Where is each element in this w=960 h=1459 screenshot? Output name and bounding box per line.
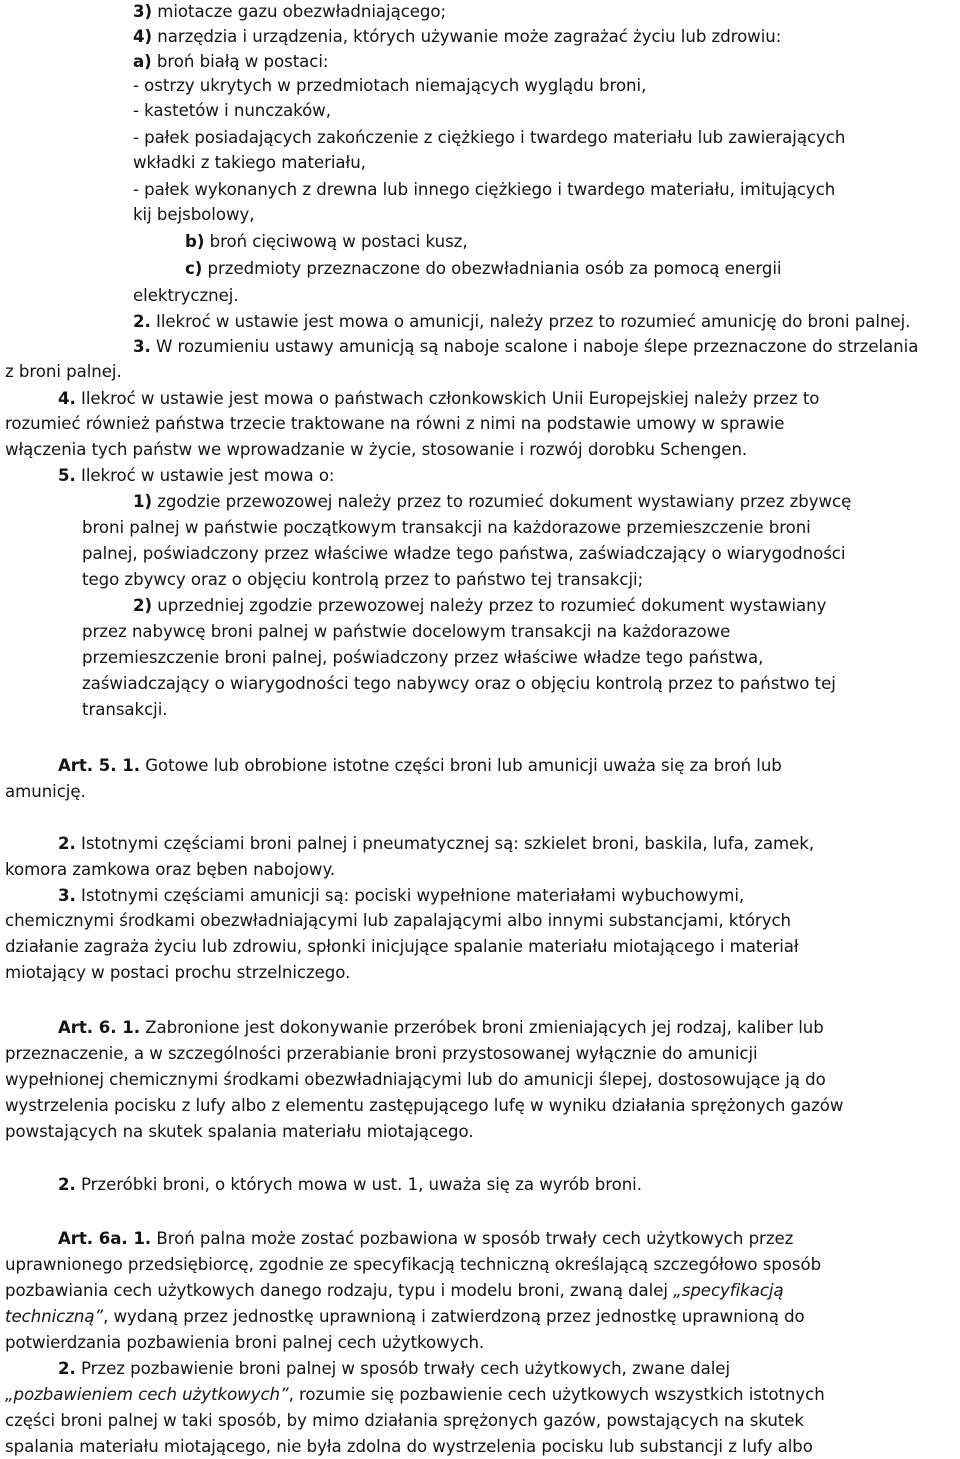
bold-label: a) — [133, 52, 152, 71]
text-line — [5, 1333, 484, 1353]
bold-label: 2. — [58, 1359, 76, 1378]
text-line — [58, 1175, 642, 1195]
bold-label: Art. 6a. 1. — [58, 1229, 152, 1248]
bold-label: 2. — [133, 312, 151, 331]
text-line — [133, 312, 910, 332]
bold-label: 5. — [58, 466, 76, 485]
text-line — [82, 518, 811, 538]
text-segment: powstających na skutek spalania materiału miotającego. — [5, 1122, 474, 1141]
text-line — [5, 911, 791, 931]
text-segment: uprawnionego przedsiębiorcę, zgodnie ze specyfikacją techniczną określającą szczegółowo sposób — [5, 1255, 822, 1274]
text-segment: wystrzelenia pocisku z lufy albo z elementu zastępującego lufę w wyniku działania sprężonych gazów — [5, 1096, 844, 1115]
text-segment: włączenia tych państw we wprowadzanie w życie, stosowanie i rozwój dorobku Schengen. — [5, 440, 748, 459]
text-line — [185, 259, 781, 279]
text-line — [5, 1044, 758, 1064]
bold-label: 3. — [133, 337, 151, 356]
text-segment: działanie zagraża życiu lub zdrowiu, spłonki inicjujące spalanie materiału miotającego i materiał — [5, 937, 799, 956]
text-segment: tego zbywcy oraz o objęciu kontrolą przez to państwo tej transakcji; — [82, 570, 644, 589]
text-segment: pozbawiania cech użytkowych danego rodzaju, typu i modelu broni, zwaną dalej — [5, 1281, 674, 1300]
text-segment: broń białą w postaci: — [151, 52, 329, 71]
text-line — [5, 782, 86, 802]
text-line — [82, 674, 836, 694]
text-segment: potwierdzania pozbawienia broni palnej cech użytkowych. — [5, 1333, 485, 1352]
text-line — [82, 700, 168, 720]
text-line — [5, 414, 784, 434]
italic-term: „specyfikacją — [673, 1281, 784, 1300]
text-line — [133, 492, 851, 512]
text-line — [5, 1070, 826, 1090]
text-line — [133, 180, 835, 200]
text-segment: broni palnej w państwie początkowym transakcji na każdorazowe przemieszczenie broni — [82, 518, 811, 537]
text-segment: części broni palnej w taki sposób, by mimo działania sprężonych gazów, powstających na skutek — [5, 1411, 804, 1430]
bold-label: 3. — [58, 886, 76, 905]
text-segment: przeznaczenie, a w szczególności przerabianie broni przystosowanej wyłącznie do amunicji — [5, 1044, 758, 1063]
text-line — [82, 570, 643, 590]
text-line — [5, 937, 799, 957]
text-segment: Istotnymi częściami broni palnej i pneumatycznej są: szkielet broni, baskila, lufa, zamek, — [75, 834, 815, 853]
text-line — [133, 2, 446, 22]
text-line — [58, 1359, 730, 1379]
text-line — [5, 1385, 825, 1405]
text-line — [5, 963, 350, 983]
text-segment: Istotnymi częściami amunicji są: pociski wypełnione materiałami wybuchowymi, — [75, 886, 745, 905]
text-line — [133, 27, 781, 47]
text-line — [82, 544, 845, 564]
italic-term: „pozbawieniem cech użytkowych” — [5, 1385, 289, 1404]
text-segment: przedmioty przeznaczone do obezwładniania osób za pomocą energii — [202, 259, 782, 278]
text-segment: - pałek posiadających zakończenie z ciężkiego i twardego materiału lub zawierających — [133, 128, 846, 147]
text-line — [5, 1307, 805, 1327]
bold-label: 1) — [133, 492, 153, 511]
text-line — [133, 286, 239, 306]
text-segment: elektrycznej. — [133, 286, 239, 305]
text-line — [133, 153, 366, 173]
bold-label: Art. 5. 1. — [58, 756, 141, 775]
text-segment: palnej, poświadczony przez właściwe władze tego państwa, zaświadczający o wiarygodności — [82, 544, 846, 563]
text-segment: Broń palna może zostać pozbawiona w sposób trwały cech użytkowych przez — [151, 1229, 794, 1248]
text-segment: kij bejsbolowy, — [133, 205, 255, 224]
text-segment: Ilekroć w ustawie jest mowa o amunicji, należy przez to rozumieć amunicję do broni palnej. — [150, 312, 911, 331]
bold-label: 4. — [58, 389, 76, 408]
text-line — [58, 1229, 793, 1249]
text-line — [5, 860, 335, 880]
text-line — [58, 886, 744, 906]
italic-term: techniczną” — [5, 1307, 104, 1326]
text-line — [5, 362, 122, 382]
text-segment: zgodzie przewozowej należy przez to rozumieć dokument wystawiany przez zbywcę — [152, 492, 852, 511]
text-segment: - ostrzy ukrytych w przedmiotach niemających wyglądu broni, — [133, 76, 647, 95]
text-segment: transakcji. — [82, 700, 168, 719]
text-line — [58, 389, 819, 409]
text-line — [5, 440, 747, 460]
text-segment: Ilekroć w ustawie jest mowa o: — [75, 466, 335, 485]
text-segment: - kastetów i nunczaków, — [133, 101, 331, 120]
text-segment: rozumieć również państwa trzecie traktowane na równi z nimi na podstawie umowy w sprawie — [5, 414, 785, 433]
text-line — [5, 1096, 843, 1116]
bold-label: Art. 6. 1. — [58, 1018, 141, 1037]
text-segment: miotacze gazu obezwładniającego; — [152, 2, 447, 21]
text-line — [5, 1255, 821, 1275]
bold-label: 2. — [58, 834, 76, 853]
text-segment: - pałek wykonanych z drewna lub innego ciężkiego i twardego materiału, imitujących — [133, 180, 836, 199]
text-segment: zaświadczający o wiarygodności tego nabywcy oraz o objęciu kontrolą przez to państwo tej — [82, 674, 836, 693]
text-line — [133, 76, 646, 96]
text-segment: przemieszczenie broni palnej, poświadczony przez właściwe władze tego państwa, — [82, 648, 764, 667]
text-segment: przez nabywcę broni palnej w państwie docelowym transakcji na każdorazowe — [82, 622, 731, 641]
text-line — [5, 1122, 474, 1142]
text-line — [58, 1018, 824, 1038]
text-segment: Ilekroć w ustawie jest mowa o państwach członkowskich Unii Europejskiej należy przez to — [75, 389, 820, 408]
text-line — [133, 205, 254, 225]
text-segment: amunicję. — [5, 782, 86, 801]
text-line — [58, 756, 782, 776]
text-segment: spalania materiału miotającego, nie była zdolna do wystrzelenia pocisku lub substancji z lufy albo — [5, 1437, 813, 1456]
text-line — [5, 1281, 784, 1301]
text-line — [5, 1411, 804, 1431]
bold-label: 2) — [133, 596, 153, 615]
text-line — [133, 101, 331, 121]
text-line — [133, 52, 328, 72]
bold-label: 2. — [58, 1175, 76, 1194]
text-segment: uprzedniej zgodzie przewozowej należy przez to rozumieć dokument wystawiany — [152, 596, 827, 615]
text-segment: Gotowe lub obrobione istotne części broni lub amunicji uważa się za broń lub — [140, 756, 782, 775]
bold-label: b) — [185, 232, 205, 251]
text-segment: , wydaną przez jednostkę uprawnioną i zatwierdzoną przez jednostkę uprawnioną do — [103, 1307, 805, 1326]
text-segment: Zabronione jest dokonywanie przeróbek broni zmieniających jej rodzaj, kaliber lub — [140, 1018, 824, 1037]
text-segment: wkładki z takiego materiału, — [133, 153, 366, 172]
text-segment: broń cięciwową w postaci kusz, — [204, 232, 468, 251]
text-line — [185, 232, 468, 252]
text-line — [133, 128, 845, 148]
text-segment: Przeróbki broni, o których mowa w ust. 1, uważa się za wyrób broni. — [75, 1175, 642, 1194]
text-segment: , rozumie się pozbawienie cech użytkowych wszystkich istotnych — [288, 1385, 825, 1404]
bold-label: 4) — [133, 27, 153, 46]
text-line — [82, 648, 763, 668]
text-segment: narzędzia i urządzenia, których używanie może zagrażać życiu lub zdrowiu: — [152, 27, 782, 46]
text-segment: miotający w postaci prochu strzelniczego. — [5, 963, 351, 982]
text-line — [58, 834, 814, 854]
text-segment: W rozumieniu ustawy amunicją są naboje scalone i naboje ślepe przeznaczone do strzelania — [150, 337, 919, 356]
text-line — [5, 1437, 813, 1457]
bold-label: 3) — [133, 2, 153, 21]
text-line — [133, 596, 826, 616]
bold-label: c) — [185, 259, 203, 278]
text-segment: komora zamkowa oraz bęben nabojowy. — [5, 860, 336, 879]
text-segment: chemicznymi środkami obezwładniającymi lub zapalającymi albo innymi substancjami, których — [5, 911, 792, 930]
text-line — [58, 466, 334, 486]
text-segment: Przez pozbawienie broni palnej w sposób trwały cech użytkowych, zwane dalej — [75, 1359, 731, 1378]
text-line — [82, 622, 730, 642]
text-segment: wypełnionej chemicznymi środkami obezwładniającymi lub do amunicji ślepej, dostosowujące ją do — [5, 1070, 826, 1089]
text-segment: z broni palnej. — [5, 362, 122, 381]
text-line — [133, 337, 918, 357]
